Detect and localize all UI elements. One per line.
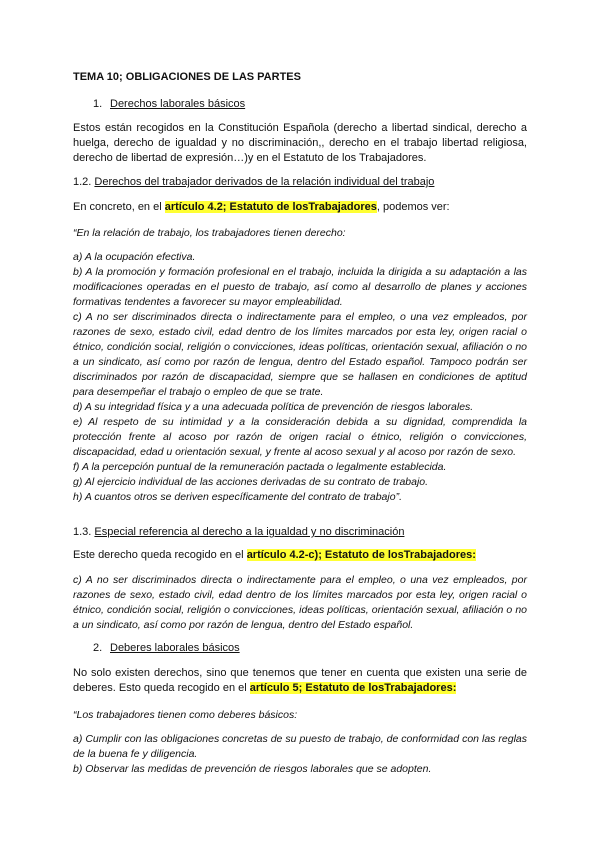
list-item: b) Observar las medidas de prevención de riesgos laborales que se adopten. — [73, 763, 432, 775]
paragraph-article-4-2-c — [73, 548, 527, 563]
section-1-2-number: 1.2. — [73, 176, 92, 188]
paragraph-text: Este derecho queda recogido en el — [73, 549, 247, 561]
section-2-heading — [93, 641, 527, 656]
list-item: d) A su integridad física y a una adecuada política de prevención de riesgos laborales. — [73, 401, 474, 413]
section-1-3-heading — [73, 525, 527, 540]
highlight-article-4-2-c: artículo 4.2-c); Estatuto de losTrabajadores: — [246, 549, 476, 561]
list-item: a) A la ocupación efectiva. — [73, 251, 196, 263]
paragraph-article-4-2 — [73, 200, 527, 215]
section-1-3-number: 1.3. — [73, 526, 92, 538]
section-1-3-title: Especial referencia al derecho a la igualdad y no discriminación — [94, 526, 405, 538]
paragraph-text: En concreto, en el — [73, 201, 165, 213]
list-item: b) A la promoción y formación profesional en el trabajo, incluida la dirigida a su adaptación a las modificaciones operadas en el puesto de trabajo, así como al desarrollo de planes y acciones formativas tendentes a favorecer su mayor empleabilidad. — [73, 266, 527, 308]
list-item: h) A cuantos otros se deriven específicamente del contrato de trabajo”. — [73, 491, 402, 503]
section-2-number: 2. — [93, 642, 103, 654]
quote-article-4-2-c: c) A no ser discriminados directa o indirectamente para el empleo, o una vez empleados, por razones de sexo, estado civil, edad dentro de los límites marcados por esta ley, origen racial o étnico, condición social, religión o convicciones, ideas políticas, orientación sexual, afiliación o no a un sindicato, así como por razón de lengua, dentro del Estado español. — [73, 574, 527, 631]
list-item: e) Al respeto de su intimidad y a la consideración debida a su dignidad, comprendida la protección frente al acoso por razón de origen racial o étnico, religión o convicciones, discapacidad, edad u orientación sexual, y frente al acoso sexual y al acoso por razón de sexo. — [73, 416, 527, 458]
highlight-article-5: artículo 5; Estatuto de losTrabajadores: — [249, 682, 457, 694]
article-4-2-list — [73, 250, 527, 505]
paragraph-constitution: Estos están recogidos en la Constitución Española (derecho a libertad sindical, derecho a huelga, derecho de igualdad y no discriminación,, derecho en el trabajo libertad religiosa, derecho de libertad de expresión…)y en el Estatuto de los Trabajadores. — [73, 122, 527, 164]
quote-intro: “En la relación de trabajo, los trabajadores tienen derecho: — [73, 227, 346, 239]
article-5-list — [73, 732, 527, 777]
quote-intro-duties: “Los trabajadores tienen como deberes básicos: — [73, 709, 298, 721]
highlight-article-4-2: artículo 4.2; Estatuto de losTrabajadores — [164, 201, 377, 213]
section-2-title: Deberes laborales básicos — [110, 642, 240, 654]
list-item: f) A la percepción puntual de la remuneración pactada o legalmente establecida. — [73, 461, 447, 473]
section-1-2-title: Derechos del trabajador derivados de la relación individual del trabajo — [94, 176, 435, 188]
paragraph-article-5 — [73, 666, 527, 696]
list-item: g) Al ejercicio individual de las acciones derivadas de su contrato de trabajo. — [73, 476, 429, 488]
section-1-number: 1. — [93, 98, 103, 110]
section-1-heading — [93, 97, 527, 112]
document-title: TEMA 10; OBLIGACIONES DE LAS PARTES — [73, 71, 301, 83]
list-item: c) A no ser discriminados directa o indirectamente para el empleo, o una vez empleados, por razones de sexo, estado civil, edad dentro de los límites marcados por esta ley, origen racial o étnico, condición social, religión o convicciones, ideas políticas, orientación sexual, afiliación o no a un sindicato, así como por razón de lengua, dentro del Estado español. Tampoco podrán ser discriminados por razón de discapacidad, siempre que se hallasen en condiciones de aptitud para desempeñar el trabajo o empleo de que se trate. — [73, 311, 527, 398]
section-1-2-heading — [73, 175, 527, 190]
list-item: a) Cumplir con las obligaciones concretas de su puesto de trabajo, de conformidad con las reglas de la buena fe y diligencia. — [73, 733, 527, 760]
paragraph-text: No solo existen derechos, sino que tenemos que tener en cuenta que existen una serie de deberes. Esto queda recogido en el — [73, 667, 527, 694]
paragraph-text-end: , podemos ver: — [376, 201, 450, 213]
section-1-title: Derechos laborales básicos — [110, 98, 246, 110]
